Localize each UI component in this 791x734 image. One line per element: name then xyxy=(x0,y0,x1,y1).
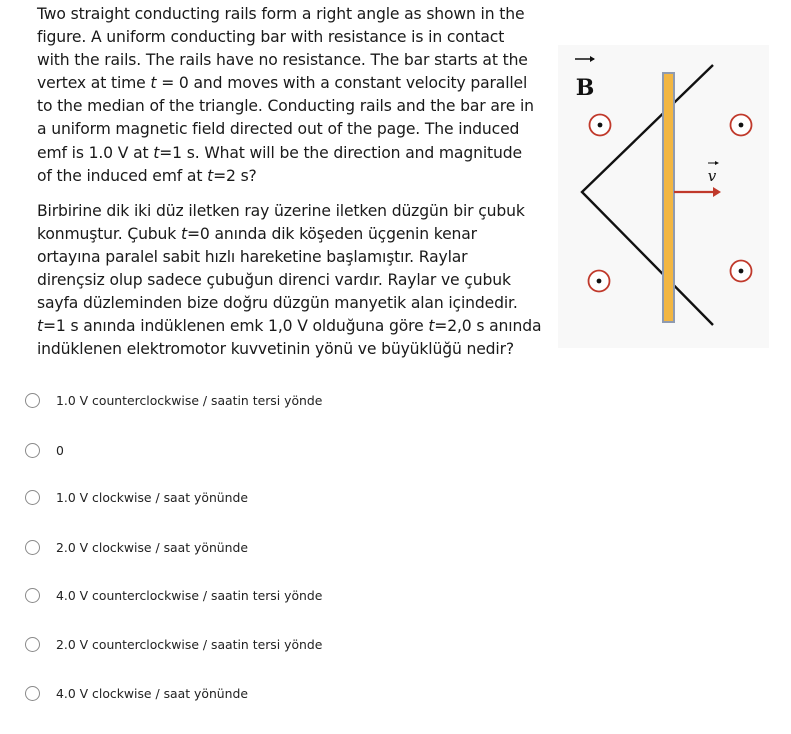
answer-option[interactable] xyxy=(25,490,248,505)
radio-button[interactable] xyxy=(25,443,40,458)
question-line: vertex at time xyxy=(37,74,151,93)
question-line: emf is 1.0 V at xyxy=(37,143,154,162)
answer-option-label: 0 xyxy=(56,443,64,458)
answer-option-label: 4.0 V clockwise / saat yönünde xyxy=(56,686,248,701)
time-variable: t xyxy=(150,74,157,93)
question-line: sayfa düzleminden bize doğru düzgün manyetik alan içindedir. xyxy=(37,294,518,313)
time-variable: t xyxy=(37,317,43,336)
question-line: =2 s? xyxy=(213,166,257,185)
answer-option[interactable] xyxy=(25,443,64,458)
question-line: of the induced emf at xyxy=(37,166,208,185)
question-line: =1 s anında indüklenen emk 1,0 V olduğuna göre xyxy=(42,317,429,336)
question-line: to the median of the triangle. Conducting rails and the bar are in xyxy=(37,97,534,116)
question-line: =2,0 s anında xyxy=(434,317,542,336)
velocity-symbol: v xyxy=(707,167,717,185)
answer-option[interactable] xyxy=(25,588,322,603)
answer-option[interactable] xyxy=(25,393,322,408)
time-variable: t xyxy=(428,317,435,336)
answer-option[interactable] xyxy=(25,686,248,701)
time-variable: t xyxy=(207,166,214,185)
question-line: indüklenen elektromotor kuvvetinin yönü ve büyüklüğü nedir? xyxy=(37,340,514,359)
question-line: figure. A uniform conducting bar with resistance is in contact xyxy=(37,28,505,47)
question-line: with the rails. The rails have no resistance. The bar starts at the xyxy=(37,51,528,70)
answer-option[interactable] xyxy=(25,637,322,652)
question-line: dirençsiz olup sadece çubuğun direnci vardır. Raylar ve çubuk xyxy=(37,271,511,290)
question-line: konmuştur. Çubuk xyxy=(37,224,181,243)
radio-button[interactable] xyxy=(25,540,40,555)
question-line: Two straight conducting rails form a right angle as shown in the xyxy=(37,5,525,23)
radio-button[interactable] xyxy=(25,588,40,603)
question-line: = 0 and moves with a constant velocity parallel xyxy=(156,74,528,93)
field-symbol: B xyxy=(575,75,595,101)
time-variable: t xyxy=(180,224,187,243)
answer-option-label: 4.0 V counterclockwise / saatin tersi yönde xyxy=(56,588,323,603)
radio-button[interactable] xyxy=(25,490,40,505)
answer-option-label: 2.0 V clockwise / saat yönünde xyxy=(56,540,248,555)
radio-button[interactable] xyxy=(25,393,40,408)
question-line: Birbirine dik iki düz iletken ray üzerine iletken düzgün bir çubuk xyxy=(37,201,525,220)
radio-button[interactable] xyxy=(25,686,40,701)
answer-option-label: 1.0 V clockwise / saat yönünde xyxy=(56,490,248,505)
time-variable: t xyxy=(153,143,160,162)
answer-option[interactable] xyxy=(25,540,248,555)
answer-option-label: 1.0 V counterclockwise / saatin tersi yönde xyxy=(56,393,323,408)
answer-option-label: 2.0 V counterclockwise / saatin tersi yönde xyxy=(56,637,323,652)
radio-button[interactable] xyxy=(25,637,40,652)
question-line: =1 s. What will be the direction and magnitude xyxy=(159,143,522,162)
question-line: a uniform magnetic field directed out of the page. The induced xyxy=(37,120,520,139)
question-line: ortayına paralel sabit hızlı hareketine başlamıştır. Raylar xyxy=(37,247,468,266)
question-line: =0 anında dik köşeden üçgenin kenar xyxy=(186,224,477,243)
